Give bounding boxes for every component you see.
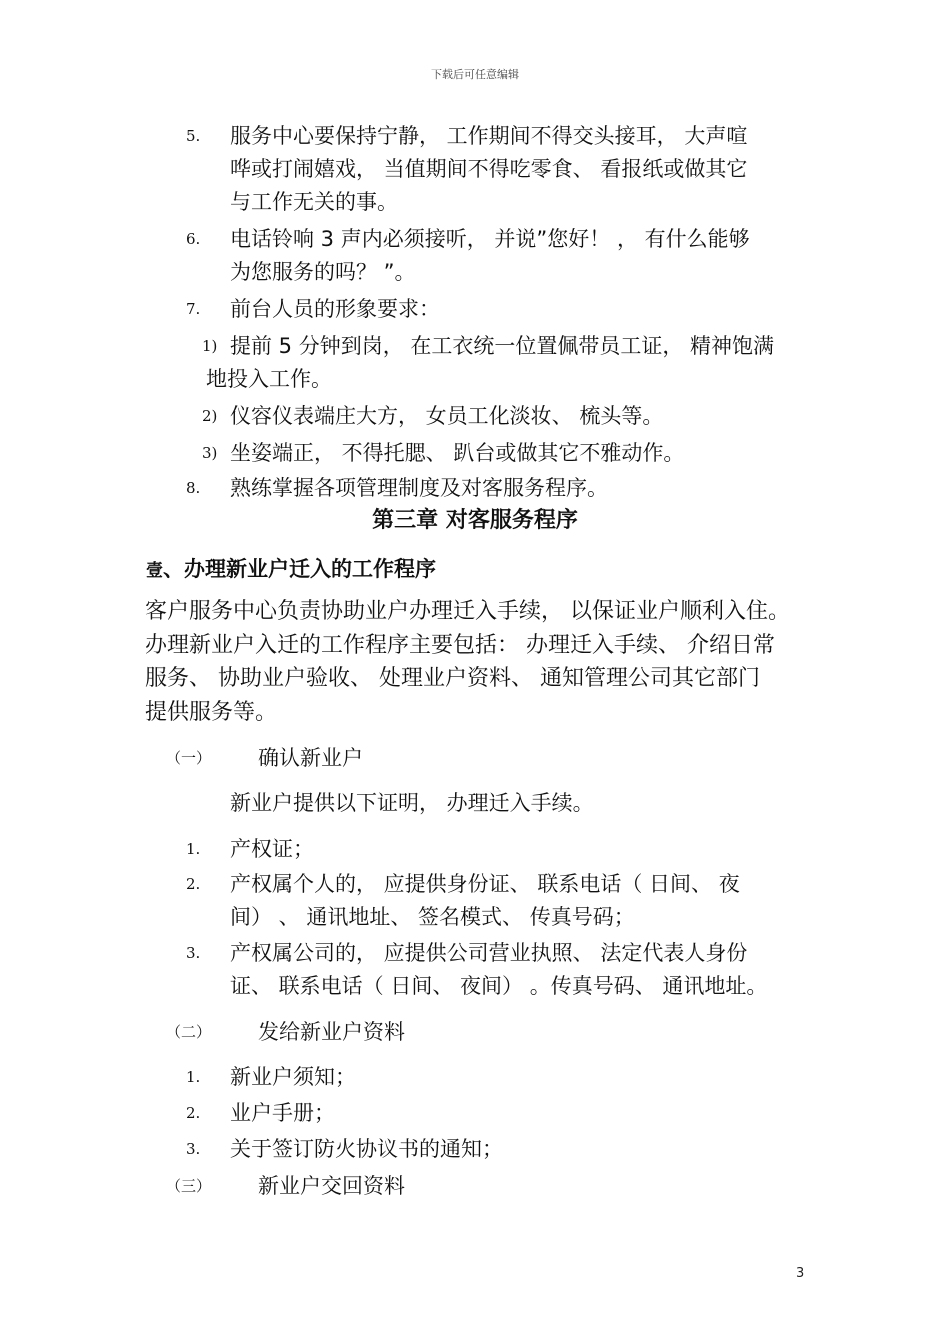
list-item-text: 产权属个人的， 应提供身份证、 联系电话（ 日间、 夜 — [230, 872, 740, 896]
list-item-text: 间） 、 通讯地址、 签名模式、 传真号码； — [230, 905, 635, 929]
part-label: （三） — [166, 1177, 212, 1195]
part-description: 新业户提供以下证明， 办理迁入手续。 — [230, 791, 594, 815]
sub-list-number: 3) — [202, 444, 218, 462]
list-item-text: 电话铃响 3 声内必须接听， 并说”您好！ ， 有什么能够 — [230, 227, 750, 251]
list-item-text: 服务中心要保持宁静， 工作期间不得交头接耳， 大声喧 — [230, 124, 748, 148]
list-item-text: 业户手册； — [230, 1101, 335, 1125]
part-title: 确认新业户 — [258, 746, 363, 770]
part-title: 新业户交回资料 — [258, 1174, 405, 1198]
intro-line: 办理新业户入迁的工作程序主要包括： 办理迁入手续、 介绍日常 — [145, 633, 775, 658]
list-item-text: 证、 联系电话（ 日间、 夜间） 。传真号码、 通讯地址。 — [230, 974, 768, 998]
list-number: 1. — [186, 1068, 201, 1086]
sub-list-text: 仪容仪表端庄大方， 女员工化淡妆、 梳头等。 — [230, 404, 664, 428]
list-item-text: 熟练掌握各项管理制度及对客服务程序。 — [230, 476, 608, 500]
list-number: 7. — [186, 300, 201, 318]
list-item-text: 为您服务的吗？ ”。 — [230, 260, 416, 284]
intro-line: 客户服务中心负责协助业户办理迁入手续， 以保证业户顺利入住。 — [145, 599, 790, 624]
sub-list-number: 2) — [202, 407, 218, 425]
list-item-text: 与工作无关的事。 — [230, 190, 398, 214]
list-number: 3. — [186, 944, 201, 962]
list-number: 8. — [186, 479, 201, 497]
list-number: 5. — [186, 127, 201, 145]
list-item-text: 前台人员的形象要求： — [230, 297, 440, 321]
sub-list-text: 坐姿端正， 不得托腮、 趴台或做其它不雅动作。 — [230, 441, 685, 465]
list-number: 3. — [186, 1140, 201, 1158]
part-label: （二） — [166, 1023, 212, 1041]
list-number: 6. — [186, 230, 201, 248]
list-item-text: 产权属公司的， 应提供公司营业执照、 法定代表人身份 — [230, 941, 748, 965]
chapter-title: 第三章 对客服务程序 — [372, 508, 578, 533]
list-number: 2. — [186, 875, 201, 893]
intro-line: 提供服务等。 — [145, 700, 278, 725]
part-title: 发给新业户资料 — [258, 1020, 405, 1044]
sub-list-text: 提前 5 分钟到岗， 在工衣统一位置佩带员工证， 精神饱满 — [230, 334, 775, 358]
section-title: 、办理新业户迁入的工作程序 — [163, 557, 436, 581]
page-number: 3 — [796, 1266, 805, 1281]
sub-list-text: 地投入工作。 — [206, 367, 332, 391]
page-header: 下载后可任意编辑 — [431, 68, 519, 81]
list-item-text: 产权证； — [230, 837, 314, 861]
sub-list-number: 1) — [202, 337, 218, 355]
list-number: 1. — [186, 840, 201, 858]
intro-line: 服务、 协助业户验收、 处理业户资料、 通知管理公司其它部门 — [145, 666, 760, 691]
section-heading — [146, 552, 436, 588]
section-lead: 壹 — [146, 561, 163, 581]
list-item-text: 关于签订防火协议书的通知； — [230, 1137, 503, 1161]
list-item-text: 哗或打闹嬉戏， 当值期间不得吃零食、 看报纸或做其它 — [230, 157, 748, 181]
part-label: （一） — [166, 749, 212, 767]
list-item-text: 新业户须知； — [230, 1065, 356, 1089]
list-number: 2. — [186, 1104, 201, 1122]
